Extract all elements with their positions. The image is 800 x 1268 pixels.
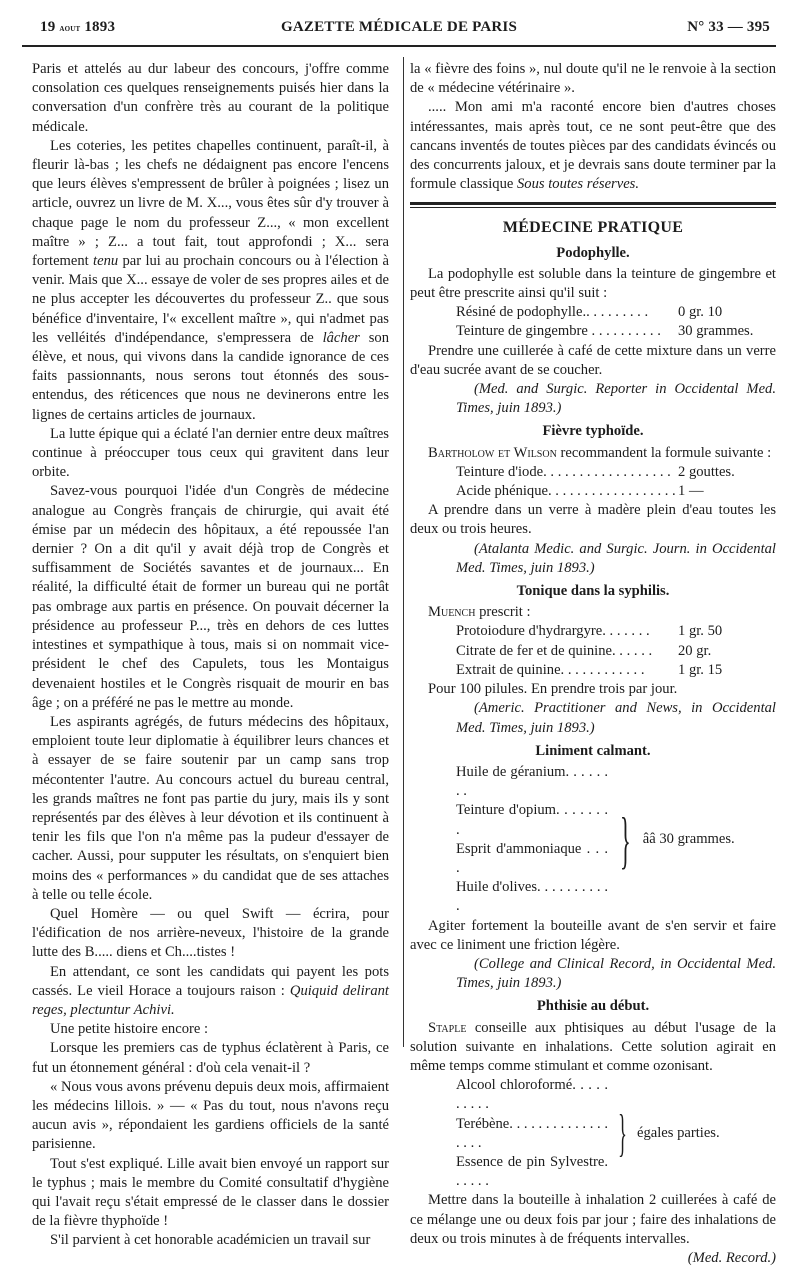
- paragraph: la « fièvre des foins », nul doute qu'il ne le renvoie à la section de « médecine vétérinaire ».: [410, 61, 776, 97]
- prescription-line: Acide phénique. . . . . . . . . . . . . . . . . . 1 —: [456, 483, 704, 500]
- left-column: [32, 60, 389, 1251]
- recipe-title: Liniment calmant.: [535, 742, 651, 759]
- recipe-title: Podophylle.: [556, 244, 630, 261]
- issue-date: 19 aout 1893: [40, 19, 116, 35]
- paragraph: Tout s'est expliqué. Lille avait bien envoyé un rapport sur le typhus ; mais le membre du Comité consultatif d'hygiène qui l'avait reçu s'était empressé de le classer dans le dossier de la fièvre thyphoïde !: [32, 1155, 389, 1230]
- ingredient: Terébène. . . . . . . . . . . . . . . . . .: [456, 1115, 608, 1151]
- paragraph: Bartholow et Wilson recommandent la formule suivante :: [428, 444, 772, 461]
- paragraph: Les aspirants agrégés, de futurs médecins des hôpitaux, emploient toute leur diplomatie à équilibrer leurs chances et à essayer de se faire soutenir par un camp sans trop mécontenter l'autre. Au concours actuel du bureau central, les grands maîtres ne font pas partie du jury, mais ils y sont représentés par des élèves à leur dévotion et ils continuent à tenir les fils que l'on n'a même pas la pudeur d'essayer de cacher. Aussi, pour supputer les résultats, on s'enquiert bien moins des « performances » du candidat que de ses attaches à telle ou telle école.: [32, 713, 389, 903]
- right-column: [410, 60, 776, 1268]
- citation: (Med. and Surgic. Reporter in Occidental Med. Times, juin 1893.): [456, 381, 776, 417]
- recipe-title: Tonique dans la syphilis.: [516, 583, 670, 600]
- paragraph: La podophylle est soluble dans la teinture de gingembre et peut être prescrite ainsi qu'il suit :: [410, 265, 776, 302]
- issue-page-number: N° 33 — 395: [687, 19, 770, 35]
- paragraph: S'il parvient à cet honorable académicien un travail sur: [50, 1232, 371, 1249]
- paragraph: Mettre dans la bouteille à inhalation 2 cuillerées à café de ce mélange une ou deux fois par jour ; faire des inhalations de deux ou trois minutes à de fréquents intervalles.: [410, 1192, 776, 1247]
- paragraph: En attendant, ce sont les candidats qui payent les pots cassés. Le vieil Horace a toujours raison : Quiquid delirant reges, plectuntur Achivi.: [32, 963, 389, 1018]
- ingredient: Alcool chloroformé. . . . . . . . . .: [456, 1077, 608, 1113]
- prescription-line: Citrate de fer et de quinine. . . . . . 20 gr.: [456, 642, 712, 659]
- paragraph: « Nous vous avons prévenu depuis deux mois, affirmaient les médecins lillois. » — « Pas du tout, nous n'avons reçu aucun avis », répondaient les gardiens officiels de la santé parisienne.: [32, 1078, 389, 1153]
- ingredient-group: [410, 1076, 776, 1191]
- prescription-line: Résiné de podophylle.. . . . . . . . . 0 gr. 10: [456, 304, 723, 321]
- paragraph: Muench prescrit :: [428, 604, 531, 621]
- ingredient-quantity: ââ 30 grammes.: [642, 831, 735, 848]
- header-rule: [22, 45, 776, 47]
- ingredient-quantity: égales parties.: [636, 1125, 720, 1142]
- paragraph: Savez-vous pourquoi l'idée d'un Congrès de médecine analogue au Congrès français de chirurgie, qui avait été émise par un médecin des hôpitaux, a été repoussée l'an dernier ? On a dit qu'il y avait déjà trop de Congrès et suffisamment de Sociétés savantes et de journaux... En réalité, la difficulté était de former un bureau qui ne portât pas ombrage aux partis en présence. On pouvait décerner la présidence au professeur P..., très en dehors de ces luttes intestines et sympathique à tous, mais si on nommait vice-président le chef des Capulets, tous les Montaigus devenaient hostiles et le Congrès risquait de mourir en bas âge ; on a préféré ne pas le mettre au monde.: [32, 483, 389, 711]
- paragraph: Agiter fortement la bouteille avant de s'en servir et faire avec ce liniment une friction légère.: [410, 917, 776, 953]
- journal-title: GAZETTE MÉDICALE DE PARIS: [280, 19, 517, 35]
- brace-icon: }: [619, 803, 631, 875]
- prescription-line: Teinture d'iode. . . . . . . . . . . . . . . . . . 2 gouttes.: [456, 463, 735, 480]
- prescription-line: Protoiodure d'hydrargyre. . . . . . . 1 gr. 50: [456, 623, 723, 640]
- citation: (Atalanta Medic. and Surgic. Journ. in Occidental Med. Times, juin 1893.): [456, 540, 776, 576]
- prescription-line: Extrait de quinine. . . . . . . . . . . . 1 gr. 15: [456, 661, 723, 678]
- paragraph: A prendre dans un verre à madère plein d'eau toutes les deux ou trois heures.: [410, 502, 776, 538]
- citation: (Med. Record.): [687, 1249, 776, 1266]
- recipe-title: Phthisie au début.: [536, 998, 650, 1015]
- paragraph: ..... Mon ami m'a raconté encore bien d'autres choses intéressantes, mais après tout, ce ne sont peut-être que des cancans inventés de toutes pièces par des candidats évincés ou des concurrents jaloux, et je devrais sans doute terminer par la formule classique Sous toutes réserves.: [410, 99, 776, 193]
- prescription-line: Teinture de gingembre . . . . . . . . . . 30 grammes.: [456, 323, 754, 340]
- section-rule: [410, 202, 776, 205]
- paragraph: Pour 100 pilules. En prendre trois par jour.: [428, 681, 678, 698]
- column-divider: [403, 57, 404, 1047]
- paragraph: Quel Homère — ou quel Swift — écrira, pour l'édification de nos arrière-neveux, l'histoire de la grande lutte des B..... diens et Ch....tistes !: [32, 905, 389, 961]
- paragraph: Lorsque les premiers cas de typhus éclatèrent à Paris, ce fut un étonnement général : d'où cela venait-il ?: [32, 1040, 389, 1076]
- ingredient: Essence de pin Sylvestre. . . . . .: [456, 1153, 608, 1190]
- section-title: MÉDECINE PRATIQUE: [502, 219, 684, 237]
- paragraph: La lutte épique qui a éclaté l'an dernier entre deux maîtres continue à préoccuper tous ceux qui gravitent dans leur orbite.: [32, 425, 389, 481]
- page-header: [22, 17, 776, 41]
- paragraph: Les coteries, les petites chapelles continuent, paraît-il, à fleurir là-bas ; les chefs ne dédaignent pas encore l'encens que leurs élèves s'empressent de brûler à poignées ; lisez un article, ouvrez un livre de M. X..., vous êtes sûr d'y trouver à chaque page le nom du professeur Z..., « mon excellent maître » ; Z... a tout fait, tout approfondi ; X... sera fortement tenu par lui au prochain concours ou à l'élection à venir. Mais que X... essaye de voler de ses propres ailes et de ne plus accepter les découvertes du professeur Z.. que sous bénéfice d'inventaire, l'« excellent maître », qui n'admet pas les velléités d'indépendance, s'empressera de lâcher son élève, et nous, qui vivons dans la candide ignorance de ces faits passionnants, nous serons tout étonnés des sous-entendus, des réticences que nous ne devinerons entre les lignes de certains articles de journaux.: [32, 137, 389, 423]
- paragraph: Prendre une cuillerée à café de cette mixture dans un verre d'eau sucrée avant de se coucher.: [410, 342, 776, 378]
- citation: (College and Clinical Record, in Occidental Med. Times, juin 1893.): [456, 955, 776, 992]
- ingredient: Huile de géranium. . . . . . . .: [456, 763, 608, 800]
- paragraph: Une petite histoire encore :: [50, 1021, 209, 1038]
- section-rule: [410, 207, 776, 208]
- paragraph: Staple conseille aux phtisiques au début l'usage de la solution suivante en inhalations. Cette solution agirait en même temps comme stimulant et comme ozonisant.: [410, 1019, 776, 1074]
- ingredient: Huile d'olives. . . . . . . . . . .: [456, 879, 608, 915]
- recipe-title: Fièvre typhoïde.: [542, 423, 644, 440]
- paragraph: Paris et attelés au dur labeur des concours, j'offre comme consolation ces quelques renseignements puisés hier dans la conversation d'un confrère très au courant de la politique médicale.: [32, 61, 389, 135]
- brace-icon: }: [618, 1104, 627, 1162]
- ingredient: Teinture d'opium. . . . . . . .: [456, 802, 608, 838]
- ingredient-group: [410, 763, 776, 917]
- citation: (Americ. Practitioner and News, in Occidental Med. Times, juin 1893.): [456, 700, 776, 736]
- ingredient: Esprit d'ammoniaque . . . .: [456, 840, 608, 876]
